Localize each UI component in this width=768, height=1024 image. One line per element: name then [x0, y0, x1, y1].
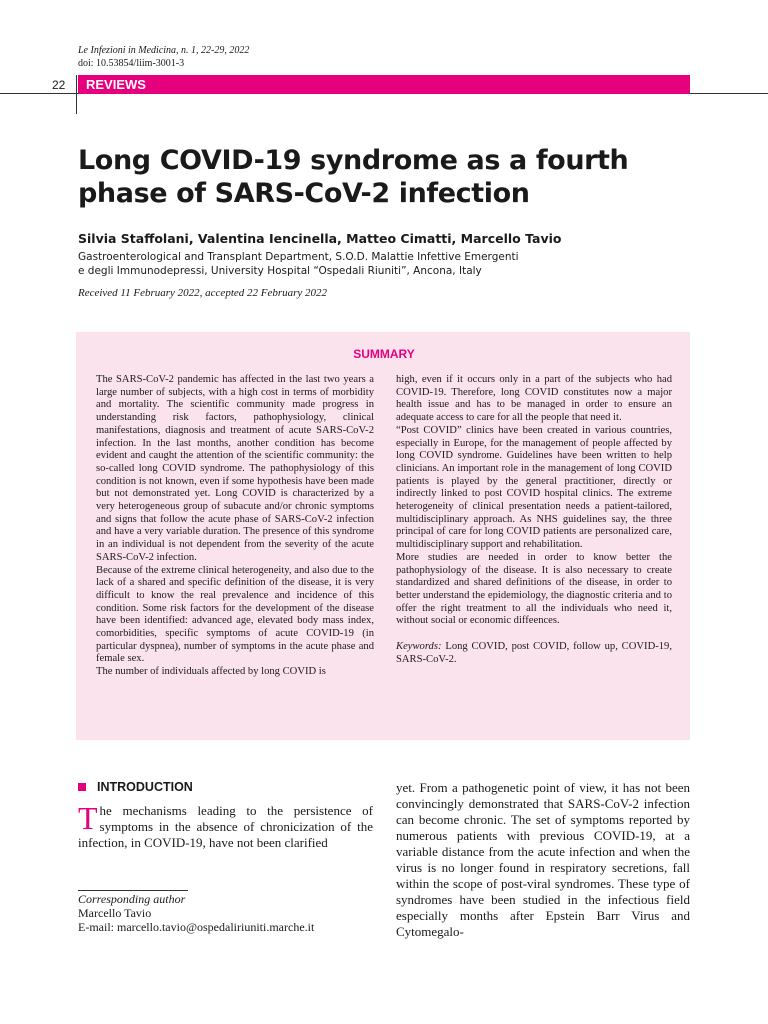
drop-cap: T — [78, 800, 98, 836]
corresponding-label: Corresponding author — [78, 892, 186, 906]
affiliation — [78, 250, 558, 278]
corresponding-name: Marcello Tavio — [78, 906, 152, 920]
summary-right-column — [396, 374, 672, 666]
footnote-rule — [78, 890, 188, 891]
doi[interactable]: doi: 10.53854/liim-3001-3 — [78, 58, 185, 69]
summary-left-column — [96, 374, 374, 679]
corresponding-author — [78, 892, 314, 934]
intro-text: yet. From a pathogenetic point of view, it has not been convincingly demonstrated that SARS-CoV-2 infection can become chronic. The set of symptoms reported by numerous patients with previous COVID-19, at a variable distance from the acute infection and when the virus is no longer found in respiratory secretions, fall within the scope of post-viral syndromes. These type of syndromes have been studied in the infectious field especially months after Epstein Barr Virus and Cytomegalo- — [396, 780, 690, 939]
article-title: Long COVID-19 syndrome as a fourth phase of SARS-CoV-2 infection — [78, 145, 629, 209]
page-number: 22 — [52, 78, 66, 92]
keywords-label: Keywords: — [396, 641, 442, 653]
introduction-heading — [78, 780, 193, 794]
journal-reference — [78, 44, 249, 70]
corresponding-email[interactable]: E-mail: marcello.tavio@ospedaliriuniti.marche.it — [78, 920, 315, 934]
authors: Silvia Staffolani, Valentina Iencinella, Matteo Cimatti, Marcello Tavio — [78, 231, 562, 246]
summary-paragraph: More studies are needed in order to know better the pathophysiology of the disease. It is also necessary to create standardized and shared definitions of the disease, in order to better understand the epidemiology, the diagnostic criteria and to offer the right treatment to all the individuals who need it, without social or economic diffeences. — [396, 551, 672, 627]
received-dates: Received 11 February 2022, accepted 22 February 2022 — [78, 287, 328, 299]
keywords-list: Long COVID, post COVID, follow up, COVID-19, SARS-CoV-2. — [396, 641, 672, 665]
affiliation-line: e degli Immunodepressi, University Hospital “Ospedali Riuniti”, Ancona, Italy — [78, 265, 482, 277]
summary-paragraph: high, even if it occurs only in a part of the subjects who had COVID-19. Therefore, long COVID constitutes now a major health issue and has to be managed in order to ensure an adequate access to care for all the people that need it. — [396, 374, 672, 424]
journal-citation: Le Infezioni in Medicina, n. 1, 22-29, 2022 — [78, 45, 250, 56]
summary-paragraph: “Post COVID” clinics have been created in various countries, especially in Europe, for the management of people affected by long COVID syndrome. Guidelines have been written to help clinicians. An important role in the management of long COVID patients is played by the general practitioner, directly or indirectly linked to post COVID hospital clinics. The extreme heterogeneity of clinical presentation needs a patient-tailored, multidisciplinary approach. As NHS guidelines say, the three principal of care for long COVID patients are personalized care, multidisciplinary support and rehabilitation. — [396, 424, 672, 551]
section-square-icon — [78, 783, 86, 791]
intro-right-column — [396, 780, 690, 940]
keywords — [396, 641, 672, 666]
summary-paragraph: The SARS-CoV-2 pandemic has affected in the last two years a large number of subjects, with a high cost in terms of morbidity and mortality. The scientific community made progress in understanding risk factors, pathophysiology, clinical manifestations, diagnosis and treatment of acute SARS-CoV-2 infection. In the last months, another condition has become evident and caught the attention of the scientific community: the so-called long COVID syndrome. The pathophysiology of this condition is not known, even if some hypothesis have been made but not demonstrated yet. Long COVID is characterized by a very heterogeneous group of subacute and/or chronic symptoms and signs that follow the acute phase of SARS-CoV-2 infection and have a very variable duration. The presence of this syndrome in an individual is not dependent from the severity of the acute SARS-CoV-2 infection. — [96, 374, 374, 563]
intro-left-column — [78, 800, 373, 851]
introduction-heading-text: INTRODUCTION — [97, 780, 193, 794]
header-vertical-rule — [76, 75, 77, 114]
summary-heading: SUMMARY — [353, 347, 415, 361]
summary-paragraph: Because of the extreme clinical heterogeneity, and also due to the lack of a shared and specific definition of the disease, it is very difficult to know the real prevalence and incidence of this condition. Some risk factors for the development of the disease have been identified: advanced age, elevated body mass index, comorbidities, specific symptoms of acute COVID-19 (in particular dyspnea), number of symptoms in the acute phase and female sex. — [96, 564, 374, 665]
section-banner: REVIEWS — [78, 75, 690, 94]
summary-paragraph: The number of individuals affected by long COVID is — [96, 666, 326, 678]
affiliation-line: Gastroenterological and Transplant Department, S.O.D. Malattie Infettive Emergenti — [78, 251, 519, 263]
intro-text: he mechanisms leading to the persistence of symptoms in the absence of chronicization of the infection, in COVID-19, have not been clarified — [78, 803, 373, 850]
